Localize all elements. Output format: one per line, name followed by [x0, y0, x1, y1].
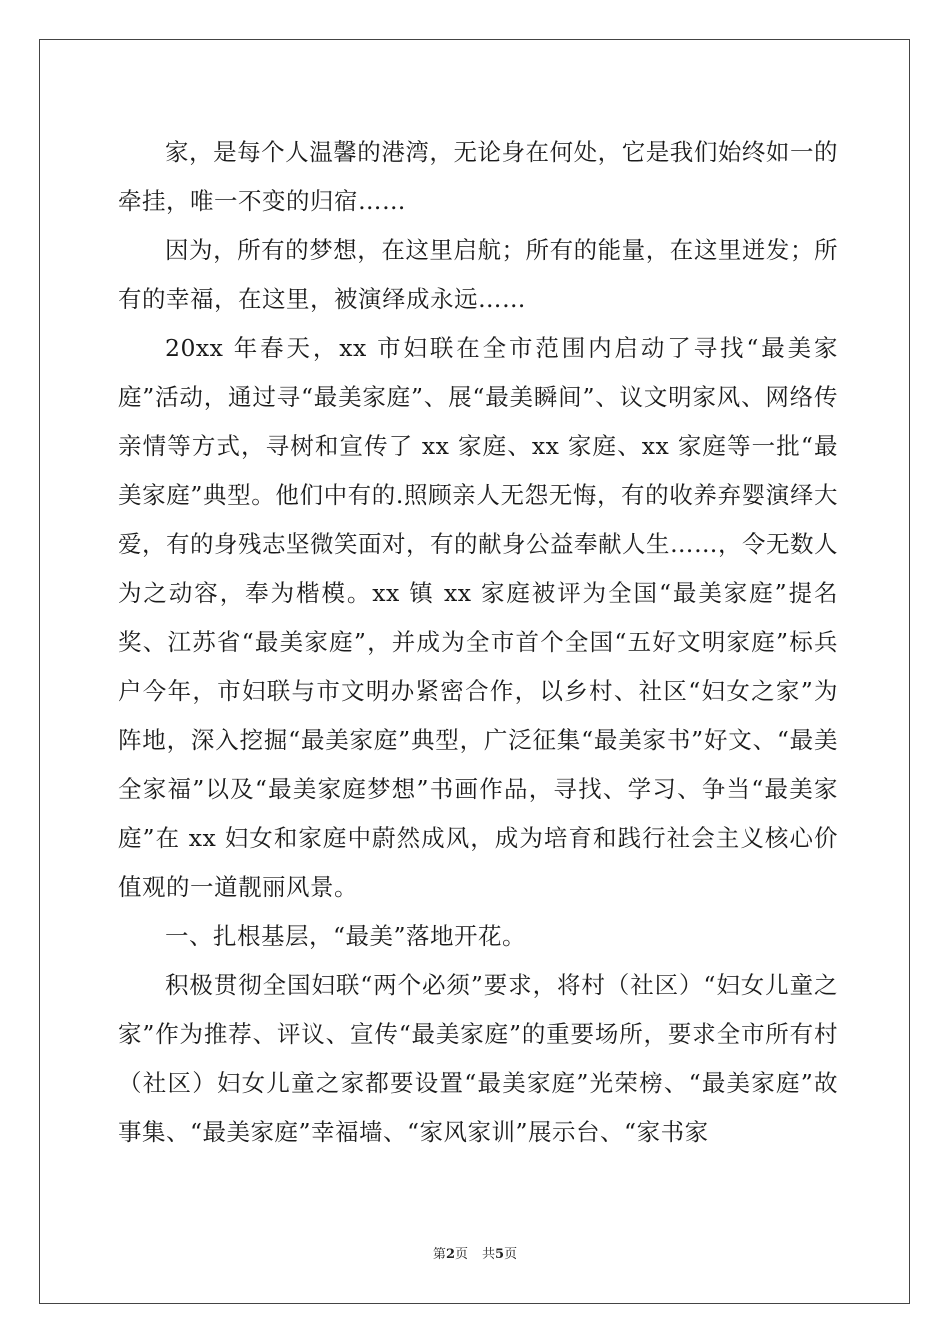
total-prefix: 共	[482, 1247, 496, 1262]
total-pages: 5	[495, 1247, 505, 1262]
paragraph-4: 积极贯彻全国妇联“两个必须”要求，将村（社区）“妇女儿童之家”作为推荐、评议、宣传“最美家庭”的重要场所，要求全市所有村（社区）妇女儿童之家都要设置“最美家庭”光荣榜、“最美家庭”故事集、“最美家庭”幸福墙、“家风家训”展示台、“家书家	[118, 971, 838, 1146]
page-suffix: 页	[454, 1247, 468, 1262]
section-heading: 一、扎根基层，“最美”落地开花。	[165, 922, 527, 950]
page-footer	[0, 1246, 950, 1264]
document-body	[118, 128, 838, 1157]
page-prefix: 第	[432, 1247, 446, 1262]
page-number: 2	[445, 1247, 455, 1262]
paragraph-2: 因为，所有的梦想，在这里启航；所有的能量，在这里迸发；所有的幸福，在这里，被演绎成永远……	[118, 236, 838, 313]
paragraph-3: 20xx 年春天，xx 市妇联在全市范围内启动了寻找“最美家庭”活动，通过寻“最美家庭”、展“最美瞬间”、议文明家风、网络传亲情等方式，寻树和宣传了 xx 家庭、xx 家庭、xx 家庭等一批“最美家庭”典型。他们中有的.照顾亲人无怨无悔，有的收养弃婴演绎大爱，有的身残志坚微笑面对，有的献身公益奉献人生……，令无数人为之动容，奉为楷模。xx 镇 xx 家庭被评为全国“最美家庭”提名奖、江苏省“最美家庭”，并成为全市首个全国“五好文明家庭”标兵户今年，市妇联与市文明办紧密合作，以乡村、社区“妇女之家”为阵地，深入挖掘“最美家庭”典型，广泛征集“最美家书”好文、“最美全家福”以及“最美家庭梦想”书画作品，寻找、学习、争当“最美家庭”在 xx 妇女和家庭中蔚然成风，成为培育和践行社会主义核心价值观的一道靓丽风景。	[118, 334, 838, 901]
paragraph-1: 家，是每个人温馨的港湾，无论身在何处，它是我们始终如一的牵挂，唯一不变的归宿……	[118, 138, 838, 215]
total-suffix: 页	[504, 1247, 518, 1262]
